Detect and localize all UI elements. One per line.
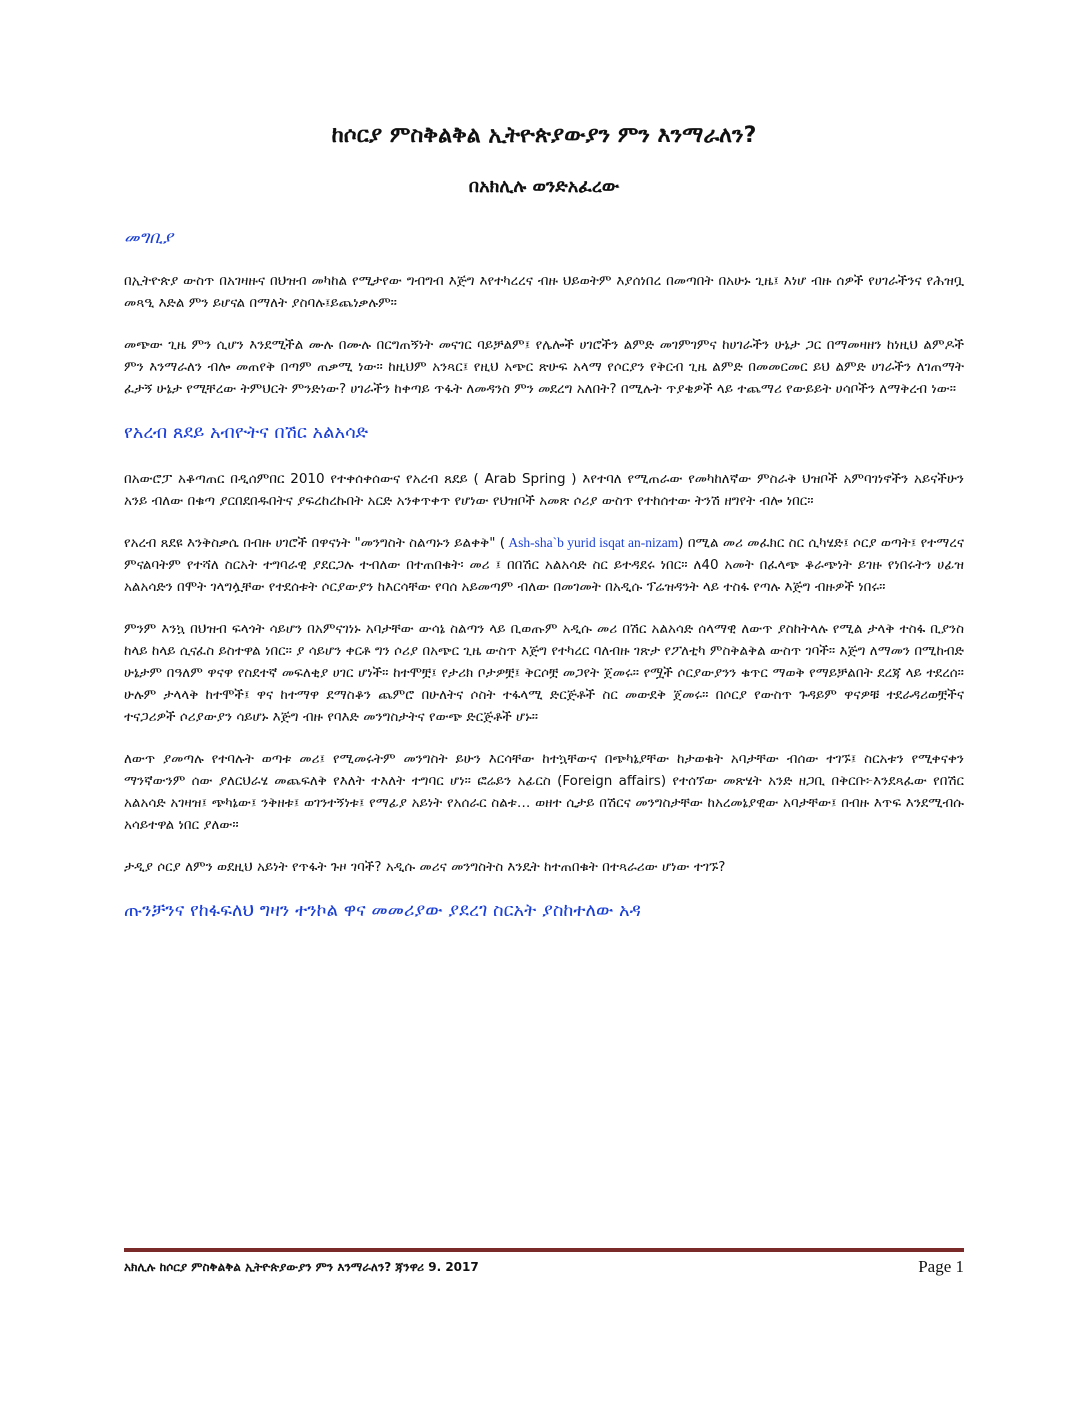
document-page: [124, 120, 964, 946]
document-title: ከሶርያ ምስቅልቅል ኢትዮጵያውያን ምን እንማራለን?: [331, 123, 757, 148]
transliteration: Ash-sha`b yurid isqat an-nizam: [504, 535, 679, 550]
footer-divider: [124, 1248, 964, 1252]
paragraph-text-part: ) በሚል መሪ መፈክር ስር ሲካሄድ፤ ሶርያ ወጣት፤ የተማረና ምናልባትም የተሻለ ስርአት ተግባራዊ ያደርጋሉ ተብለው በተጠበቁት፡ መሪ ፤ በበሽር አልአሳድ ስር ይተዳደሩ ነበር። ለ40 አመት በፈላጭ ቆራጭነት ይገዙ የነበሩትን ሀፊዝ አልአሳድን በሞት ገላግሏቸው የተደሰቱት ሶርያውያን ከእርሳቸው የባሰ አይመጣም ብለው በመገመት በአዲሱ ፕሬዝዳንት ላይ ተስፋ የጣሉ እጅግ ብዙዎች ነበሩ።: [124, 535, 964, 595]
section-2-heading: ጡንቻንና የከፋፍለህ ግዛን ተንኮል ዋና መመሪያው ያደረገ ስርአት ያስከተለው አዳ: [124, 900, 641, 921]
paragraph-text-part: የአረብ ጸደዩ እንቅስቃሴ በብዙ ሀገሮች በዋናነት "መንግስት ስልጣኑን ይልቀቅ" (: [124, 535, 505, 551]
section-1-heading: የአረብ ጸደይ አብዮትና በሽር አልአሳድ: [124, 422, 369, 443]
footer-text: አክሊሉ ከሶርያ ምስቅልቅል ኢትዮጵያውያን ምን እንማራለን? ጃንዋሪ 9. 2017: [124, 1259, 479, 1274]
section-1-paragraph-3: ምንም እንኳ በህዝብ ፍላጎት ሳይሆን በአምናገነኑ አባታቸው ውሳኔ ስልጣን ላይ ቢወጡም አዲሱ መሪ በሽር አልአሳድ ሰላማዊ ለውጥ ያስከትላሉ የሚል ታላቅ ተስፋ ቢያንስ ከላይ ከላይ ሲናፈስ ይስተዋል ነበር። ያ ሳይሆን ቀርቶ ግን ሶሪያ በአጭር ጊዜ ውስጥ እጅግ የተካረር ባለብዙ ገጽታ የፖለቲካ ምስቅልቅል ውስጥ ገባች። እጅግ ለማመን በሚከብድ ሁኔታም በዓለም ዋናዋ የስደተኛ መፍለቂያ ሀገር ሆነች። ከተሞቿ፤ የታሪክ ቦታዎቿ፤ ቅርሶቿ መጋየት ጀመሩ። የሟች ሶርያውያንን ቁጥር ማወቅ የማይቻልበት ደረጃ ላይ ተደረሰ። ሁሉም ታላላቅ ከተሞች፤ ዋና ከተማዋ ደማስቆን ጨምሮ በሁለትና ሶስት ተፋላሚ ድርጅቶች ስር መውደቅ ጀመሩ። በሶርያ የውስጥ ጉዳይም ዋናዎቹ ተደራዳሪወቿችና ተናጋሪዎች ሶሪያውያን ሳይሆኑ እጅግ ብዙ የባእድ መንግስታትና የውጭ ድርጅቶች ሆኑ።: [124, 621, 964, 725]
page-footer: [124, 1257, 964, 1277]
intro-paragraph-1: በኢትዮጵያ ውስጥ በአገዛዙና በህዝብ መካከል የሚታየው ግብግብ እጅግ እየተካረረና ብዙ ህይወትም እያሰነበረ በመጣበት በአሁኑ ጊዜ፤ እነሆ ብዙ ሰዎች የሀገራችንና የሕዝቧ መጻዒ እድል ምን ይሆናል በማለት ያስባሉ፤ይጨነቃሉም።: [124, 273, 964, 311]
section-1-paragraph-2: [124, 532, 964, 598]
page-number: Page 1: [918, 1257, 964, 1276]
intro-paragraph-2: መጭው ጊዜ ምን ሲሆን እንደሚችል ሙሉ በሙሉ በርግጠኝነት መናገር ባይቻልም፤ የሌሎች ሀገሮችን ልምድ መገምገምና ከሀገራችን ሁኔታ ጋር በማመዛዘን ከነዚህ ልምዶች ምን እንማራለን ብሎ መጠየቅ በጣም ጠቃሚ ነው። ከዚህም አንጻር፤ የዚህ አጭር ጽሁፍ አላማ የሶርያን የቅርብ ጊዜ ልምድ በመመርመር ይህ ልምድ ሀገራችን ለገጠማት ፈታኝ ሁኔታ የሚቸረው ትምህርት ምንድነው? ሀገራችን ከቀጣይ ጥፋት ለመዳንስ ምን መደረግ አለበት? በሚሉት ጥያቄዎች ላይ ተጨማሪ የውይይት ሀሳቦችን ለማቅረብ ነው።: [124, 337, 964, 397]
section-1-paragraph-1: በአውሮፓ አቆጣጠር በዲሰምበር 2010 የተቀሰቀሰውና የአረብ ጸደይ ( Arab Spring ) እየተባለ የሚጠራው የመካከለኛው ምስራቅ ህዝቦች አምባገነኖችን አይናችሁን አንይ ብለው በቁጣ ያርበደበዱበትና ያፍረከረኩበት አርድ አንቀጥቀጥ የሆነው የህዝቦች አመጽ ሶሪያ ውስጥ የተከሰተው ትንሽ ዘግየት ብሎ ነበር።: [124, 471, 964, 509]
section-1-paragraph-4: ለውጥ ያመጣሉ የተባሉት ወጣቱ መሪ፤ የሚመሩትም መንግስት ይሁን እርሳቸው ከተኳቸውና በጭካኔያቸው ከታወቁት አባታቸው ብሰው ተገኙ፤ ስርአቱን የሚቀናቀን ማንኛውንም ሰው ያለርህራሄ መጨፍለቅ የእለት ተእለት ተግባር ሆነ። ፎሬይን አፊርስ (Foreign affairs) የተሰኘው መጽሄት አንድ ዘጋቢ በቅርቡ፦እንደጻፈው የበሽር አልአሳድ አገዛዝ፤ ጭካኔው፤ ንቅዘቱ፤ ወገንተኝነቱ፤ የማፊያ አይነት የአሰራር ስልቱ… ወዘተ ሲታይ በሽርና መንግስታቸው ከአረመኔያዊው አባታቸው፤ በብዙ እጥፍ እንደሚብሱ አሳይተዋል ነበር ያለው።: [124, 751, 964, 833]
section-1-paragraph-5: ታዲያ ሶርያ ለምን ወደዚህ አይነት የጥፋት ጉዞ ገባች? አዲሱ መሪና መንግስትስ እንዴት ከተጠበቁት በተጻራሪው ሆነው ተገኙ?: [124, 859, 726, 875]
document-author: በአክሊሉ ወንድአፈረው: [468, 176, 620, 197]
intro-heading: መግቢያ: [124, 228, 173, 248]
